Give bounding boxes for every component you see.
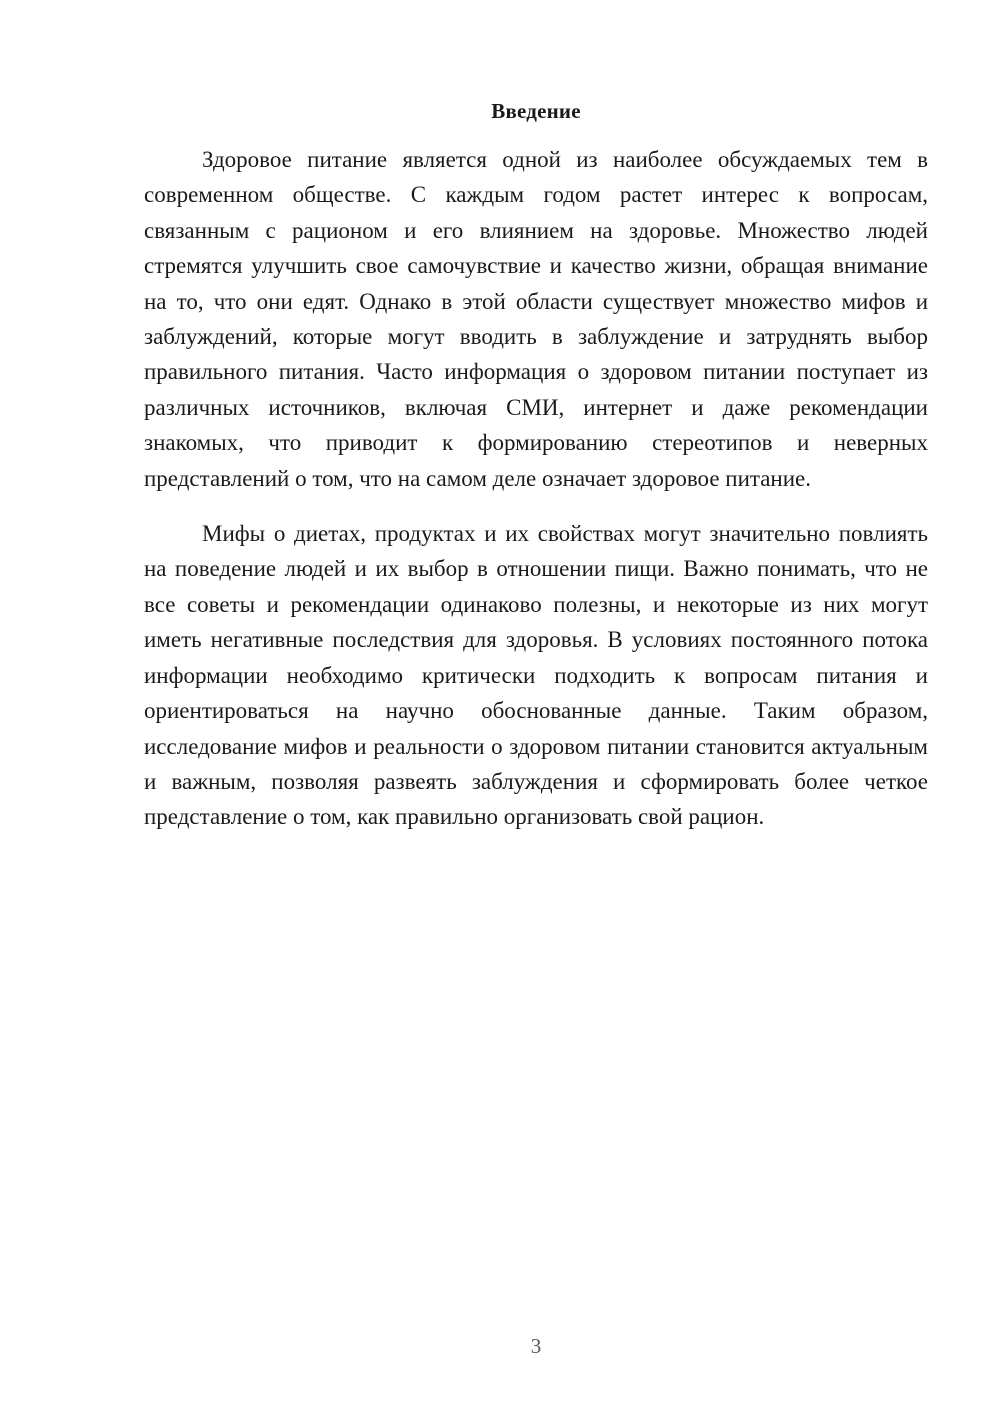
section-heading: Введение [491, 99, 581, 123]
intro-paragraph-2: Мифы о диетах, продуктах и их свойствах могут значительно повлиять на поведение людей и их выбор в отношении пищи. Важно понимать, что не все советы и рекомендации одинаково полезны, и некоторые из них могут иметь негативные последствия для здоровья. В условиях постоянного потока информации необходимо критически подходить к вопросам питания и ориентироваться на научно обоснованные данные. Таким образом, исследование мифов и реальности о здоровом питании становится актуальным и важным, позволяя развеять заблуждения и сформировать более четкое представление о том, как правильно организовать свой рацион. [144, 521, 928, 830]
page-content [144, 96, 928, 835]
intro-paragraph-1: Здоровое питание является одной из наиболее обсуждаемых тем в современном обществе. С каждым годом растет интерес к вопросам, связанным с рационом и его влиянием на здоровье. Множество людей стремятся улучшить свое самочувствие и качество жизни, обращая внимание на то, что они едят. Однако в этой области существует множество мифов и заблуждений, которые могут вводить в заблуждение и затруднять выбор правильного питания. Часто информация о здоровом питании поступает из различных источников, включая СМИ, интернет и даже рекомендации знакомых, что приводит к формированию стереотипов и неверных представлений о том, что на самом деле означает здоровое питание. [144, 147, 928, 491]
page-number: 3 [530, 1334, 542, 1358]
